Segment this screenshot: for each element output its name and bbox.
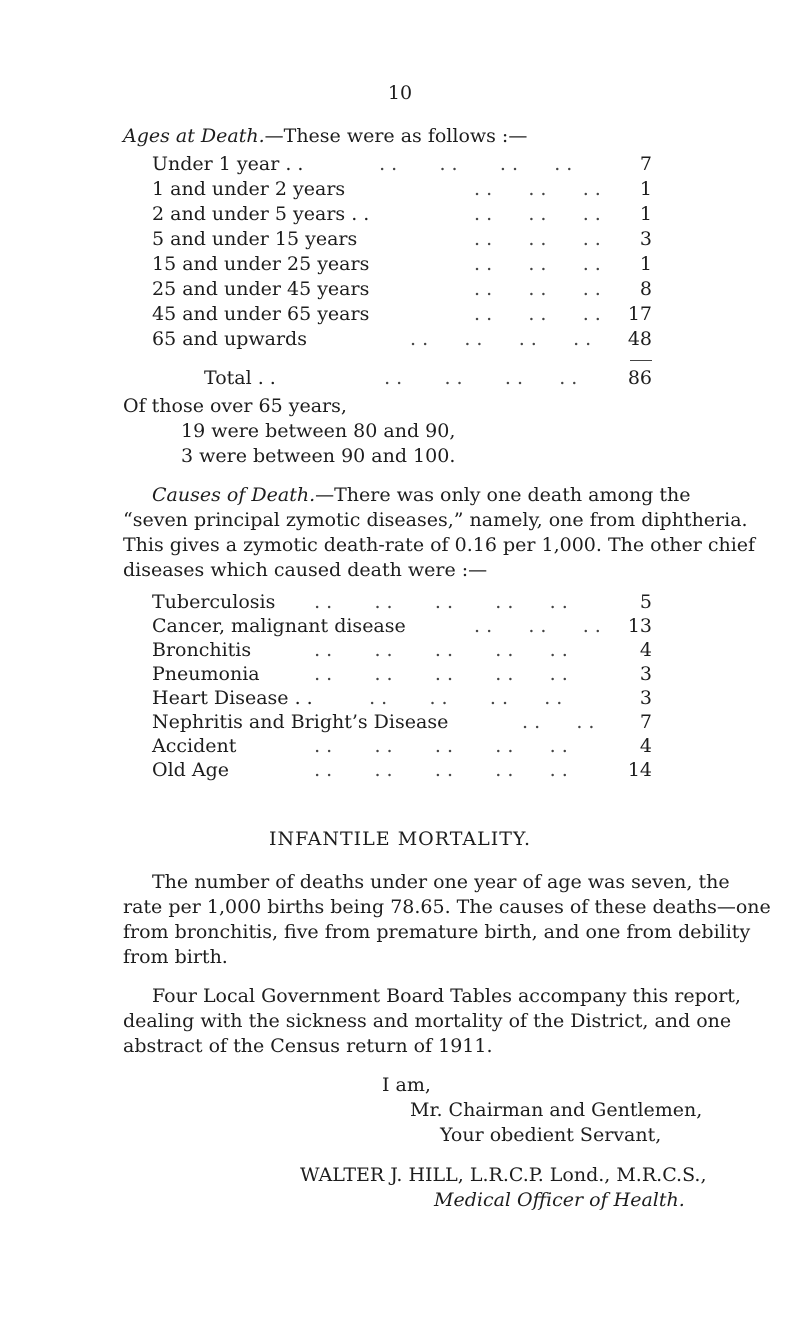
infantile-para1-line-4: from birth. <box>123 946 228 968</box>
ages-row-value: 1 <box>639 253 652 275</box>
closing-salutation: Mr. Chairman and Gentlemen, <box>410 1099 703 1121</box>
infantile-para1-line-3: from bronchitis, five from premature birth, and one from debility <box>123 921 751 943</box>
cause-row: Old Age . . . . . . . . . . 14 <box>152 759 652 781</box>
ages-row-label: 2 and under 5 years . . <box>152 203 370 225</box>
infantile-para2-line-1: Four Local Government Board Tables accompany this report, <box>152 985 741 1007</box>
ages-row-value: 3 <box>639 228 652 250</box>
ages-row-label: 45 and under 65 years <box>152 303 370 325</box>
ages-intro: —These were as follows :— <box>264 125 528 147</box>
ages-row: 45 and under 65 years . . . . . . 17 <box>152 303 652 325</box>
infantile-para2-line-2: dealing with the sickness and mortality of the District, and one <box>123 1010 732 1032</box>
infantile-heading: INFANTILE MORTALITY. <box>269 828 531 850</box>
ages-row-label: 15 and under 25 years <box>152 253 370 275</box>
ages-row: 15 and under 25 years . . . . . . 1 <box>152 253 652 275</box>
ages-row-value: 1 <box>639 178 652 200</box>
ages-row-value: 1 <box>639 203 652 225</box>
cause-row-label: Nephritis and Bright’s Disease <box>152 711 449 733</box>
causes-line-2: “seven principal zymotic diseases,” namely, one from diphtheria. <box>123 509 748 531</box>
ages-row: 2 and under 5 years . . . . . . . . 1 <box>152 203 652 225</box>
ages-row-label: Under 1 year . . <box>152 153 304 175</box>
ages-heading <box>123 124 527 148</box>
ages-row-label: 5 and under 15 years <box>152 228 358 250</box>
ages-row-value: 7 <box>639 153 652 175</box>
ages-row: 5 and under 15 years . . . . . . 3 <box>152 228 652 250</box>
cause-row-label: Cancer, malignant disease <box>152 615 406 637</box>
cause-row-value: 5 <box>639 591 652 613</box>
over65-line-1: 19 were between 80 and 90, <box>181 420 456 442</box>
cause-row-value: 4 <box>639 735 652 757</box>
signature: WALTER J. HILL, L.R.C.P. Lond., M.R.C.S., <box>300 1164 707 1186</box>
infantile-para2-line-3: abstract of the Census return of 1911. <box>123 1035 493 1057</box>
over65-line-2: 3 were between 90 and 100. <box>181 445 456 467</box>
cause-row: Pneumonia . . . . . . . . . . 3 <box>152 663 652 685</box>
infantile-para1-line-1: The number of deaths under one year of age was seven, the <box>152 871 730 893</box>
ages-row-value: 17 <box>627 303 652 325</box>
page-number: 10 <box>387 82 413 104</box>
ages-row: 1 and under 2 years . . . . . . 1 <box>152 178 652 200</box>
causes-line-3: This gives a zymotic death-rate of 0.16 per 1,000. The other chief <box>123 534 756 556</box>
cause-row: Nephritis and Bright’s Disease . . . . 7 <box>152 711 652 733</box>
cause-row-label: Bronchitis <box>152 639 252 661</box>
ages-total-label: Total . . <box>204 367 276 389</box>
closing-i-am: I am, <box>382 1074 431 1096</box>
ages-row: Under 1 year . . . . . . . . . . 7 <box>152 153 652 175</box>
signature-title: Medical Officer of Health. <box>434 1189 685 1211</box>
causes-line-1-text: —There was only one death among the <box>315 484 691 506</box>
ages-row: 65 and upwards . . . . . . . . 48 <box>152 328 652 350</box>
cause-row-value: 3 <box>639 687 652 709</box>
closing-servant: Your obedient Servant, <box>440 1124 662 1146</box>
causes-title: Causes of Death. <box>152 484 316 506</box>
cause-row-label: Old Age <box>152 759 229 781</box>
cause-row: Cancer, malignant disease . . . . . . 13 <box>152 615 652 637</box>
ages-row-label: 1 and under 2 years <box>152 178 346 200</box>
causes-line-1 <box>152 483 691 507</box>
cause-row: Accident . . . . . . . . . . 4 <box>152 735 652 757</box>
cause-row-value: 7 <box>639 711 652 733</box>
cause-row: Heart Disease . . . . . . . . . . 3 <box>152 687 652 709</box>
ages-row: 25 and under 45 years . . . . . . 8 <box>152 278 652 300</box>
total-rule <box>630 360 652 361</box>
cause-row-label: Tuberculosis <box>152 591 276 613</box>
ages-row-value: 48 <box>627 328 652 350</box>
ages-total-row: Total . . . . . . . . . . 86 <box>204 367 652 389</box>
cause-row-label: Heart Disease . . <box>152 687 313 709</box>
cause-row: Tuberculosis . . . . . . . . . . 5 <box>152 591 652 613</box>
cause-row-value: 14 <box>627 759 652 781</box>
ages-row-label: 65 and upwards <box>152 328 307 350</box>
cause-row-value: 4 <box>639 639 652 661</box>
ages-title: Ages at Death. <box>123 125 265 147</box>
infantile-para1-line-2: rate per 1,000 births being 78.65. The causes of these deaths—one <box>123 896 771 918</box>
cause-row-value: 3 <box>639 663 652 685</box>
ages-total-value: 86 <box>627 367 652 389</box>
ages-row-value: 8 <box>639 278 652 300</box>
cause-row-label: Accident <box>152 735 237 757</box>
cause-row: Bronchitis . . . . . . . . . . 4 <box>152 639 652 661</box>
ages-row-label: 25 and under 45 years <box>152 278 370 300</box>
over65-intro: Of those over 65 years, <box>123 395 347 417</box>
cause-row-value: 13 <box>627 615 652 637</box>
causes-line-4: diseases which caused death were :— <box>123 559 488 581</box>
cause-row-label: Pneumonia <box>152 663 260 685</box>
